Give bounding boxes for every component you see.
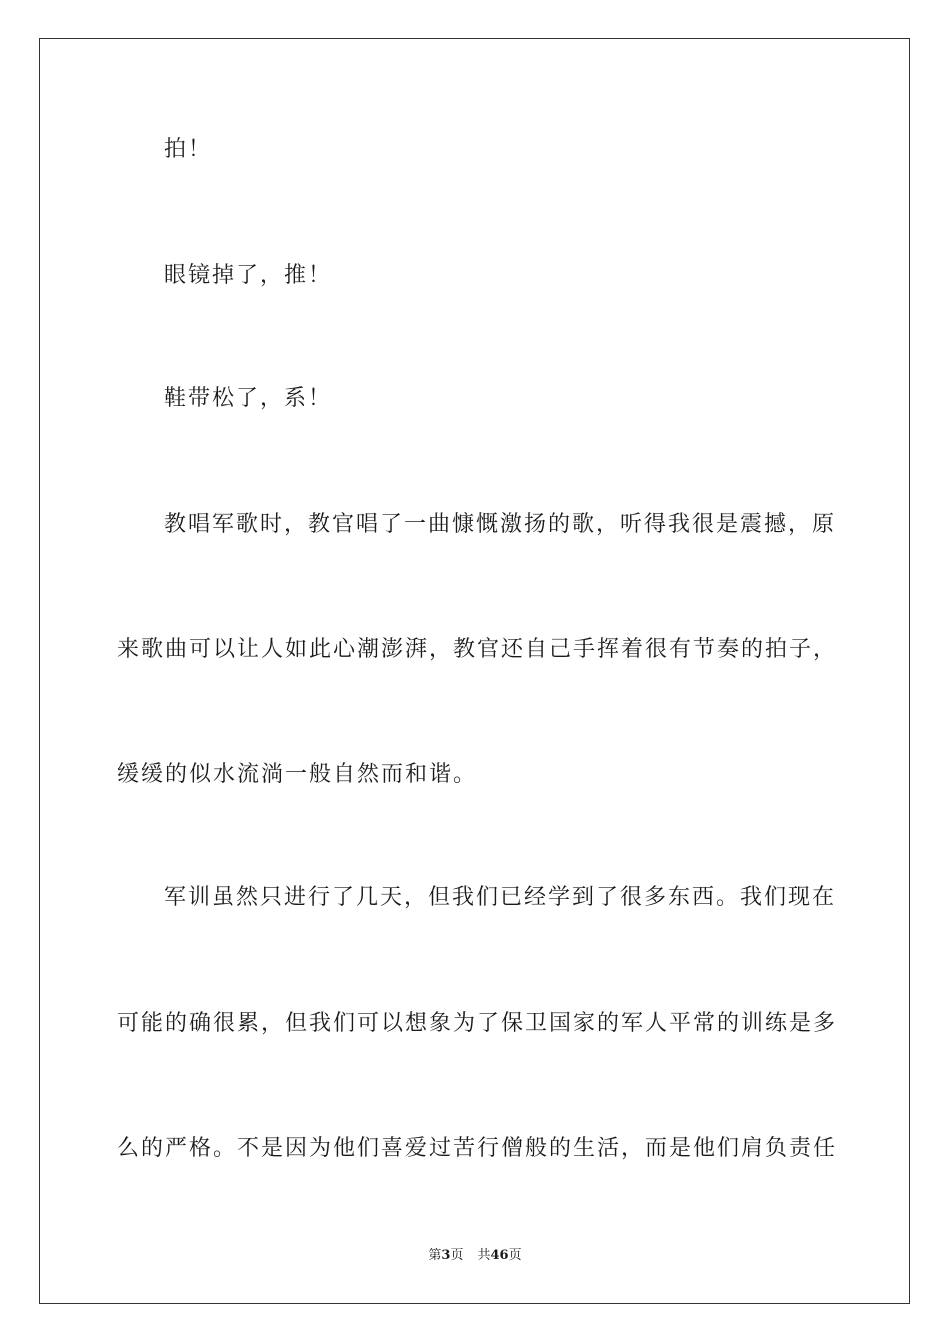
paragraph-line: 军训虽然只进行了几天，但我们已经学到了很多东西。我们现在 (164, 885, 837, 910)
paragraph-line: 来歌曲可以让人如此心潮澎湃，教官还自己手挥着很有节奏的拍子， (117, 637, 838, 662)
paragraph-line: 可能的确很累，但我们可以想象为了保卫国家的军人平常的训练是多 (117, 1011, 838, 1036)
page-number: 3 (441, 1248, 451, 1263)
page-suffix: 页 (450, 1248, 464, 1263)
paragraph-line: 拍！ (164, 137, 213, 162)
page-prefix: 第 (428, 1248, 442, 1263)
page-frame (39, 38, 910, 1304)
total-suffix: 页 (508, 1248, 522, 1263)
paragraph-line: 教唱军歌时，教官唱了一曲慷慨激扬的歌，听得我很是震撼，原 (164, 512, 837, 537)
page-footer (0, 1247, 950, 1265)
paragraph-line: 么的严格。不是因为他们喜爱过苦行僧般的生活，而是他们肩负责任 (117, 1136, 838, 1161)
total-pages: 46 (490, 1248, 509, 1263)
paragraph-line: 缓缓的似水流淌一般自然而和谐。 (117, 762, 478, 787)
paragraph-line: 眼镜掉了，推！ (164, 263, 333, 288)
total-prefix: 共 (477, 1248, 491, 1263)
paragraph-line: 鞋带松了，系！ (164, 386, 333, 411)
